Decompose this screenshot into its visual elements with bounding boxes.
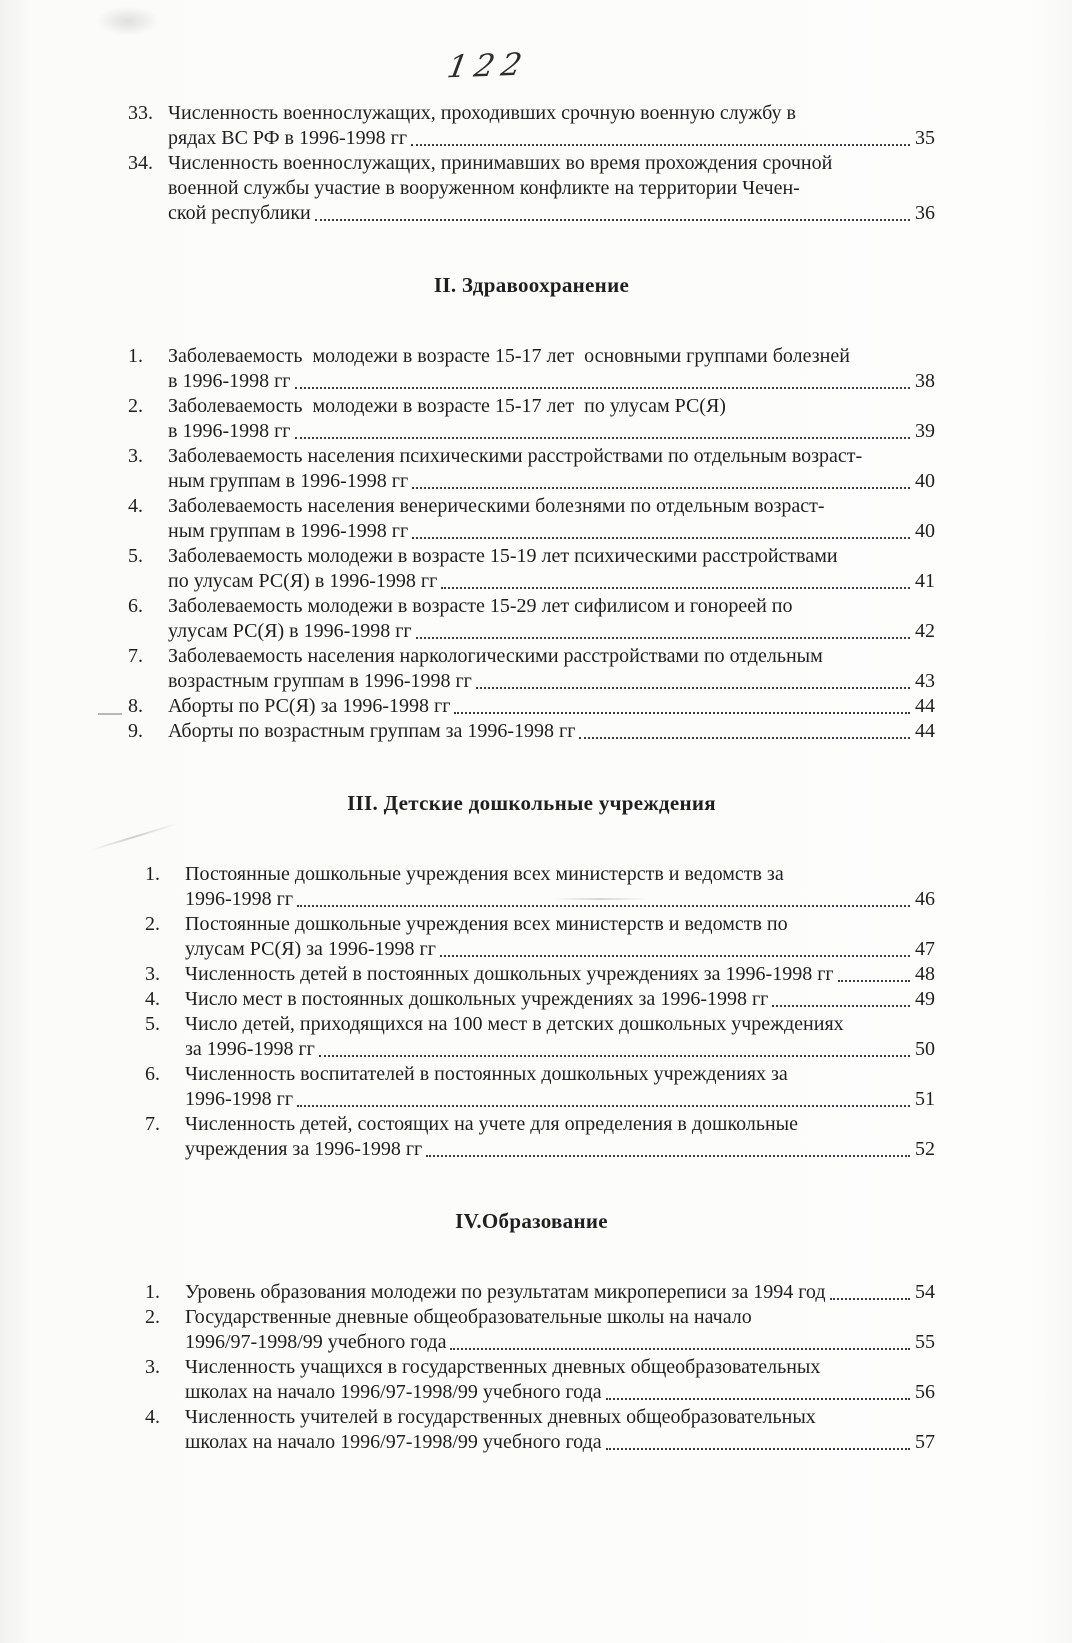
toc-entry-body — [185, 987, 935, 1012]
toc-entry — [145, 862, 935, 912]
section-items — [128, 344, 935, 744]
toc-entry-line — [185, 1355, 935, 1380]
toc-entry-number: 1. — [145, 1281, 160, 1303]
toc-entry-page-number: 36 — [915, 202, 935, 224]
toc-entry-body — [185, 1112, 935, 1162]
dot-leader — [414, 619, 912, 644]
toc-entry — [128, 494, 935, 544]
toc-entry — [145, 1280, 935, 1305]
toc-entry-body — [185, 1280, 935, 1305]
dot-leader — [424, 1137, 912, 1162]
toc-entry-text: возрастным группам в 1996-1998 гг — [168, 670, 472, 692]
toc-entry-body — [185, 1405, 935, 1455]
toc-entry-text: Постоянные дошкольные учреждения всех министерств и ведомств по — [185, 913, 788, 935]
dot-leader — [293, 369, 912, 394]
toc-entry-text: Аборты по возрастным группам за 1996-1998 гг — [168, 720, 576, 742]
toc-entry-line — [168, 444, 935, 469]
dot-leader — [828, 1280, 912, 1305]
section-items — [128, 862, 935, 1162]
toc-entry-page-number: 42 — [915, 620, 935, 642]
toc-entry-line — [185, 1280, 935, 1305]
toc-entry-number: 5. — [145, 1013, 160, 1035]
toc-entry-text: 1996/97-1998/99 учебного года — [185, 1331, 447, 1353]
toc-entry-body — [168, 544, 935, 594]
toc-entry-line — [168, 619, 935, 644]
toc-entry-line — [185, 987, 935, 1012]
toc-entry-page-number: 44 — [915, 720, 935, 742]
toc-entry-page-number: 54 — [915, 1281, 935, 1303]
toc-entry-number: 2. — [128, 395, 143, 417]
toc-entry-body — [185, 912, 935, 962]
toc-entry-line — [168, 344, 935, 369]
toc-entry-text: 1996-1998 гг — [185, 888, 294, 910]
toc-entry-body — [168, 719, 935, 744]
toc-entry-number: 4. — [145, 1406, 160, 1428]
toc-entry-body — [168, 394, 935, 444]
toc-entry-page-number: 35 — [915, 127, 935, 149]
toc-entry-body — [168, 594, 935, 644]
toc-entry-text: Аборты по РС(Я) за 1996-1998 гг — [168, 695, 451, 717]
toc-entry-text: ской республики — [168, 202, 311, 224]
toc-entry-text: школах на начало 1996/97-1998/99 учебного года — [185, 1431, 602, 1453]
toc-entry — [128, 544, 935, 594]
toc-entry-text: Уровень образования молодежи по результатам микропереписи за 1994 год — [185, 1281, 826, 1303]
toc-entry — [128, 101, 935, 151]
toc-entry-line — [168, 644, 935, 669]
toc-entry — [145, 962, 935, 987]
toc-entry-page-number: 55 — [915, 1331, 935, 1353]
dot-leader — [295, 887, 912, 912]
toc-entry-text: Численность учащихся в государственных дневных общеобразовательных — [185, 1356, 821, 1378]
dot-leader — [409, 126, 912, 151]
toc-entry-text: Заболеваемость населения психическими расстройствами по отдельным возраст- — [168, 445, 863, 467]
toc-entry-body — [168, 494, 935, 544]
toc-entry-page-number: 46 — [915, 888, 935, 910]
toc-entry — [145, 1012, 935, 1062]
toc-entry-number: 9. — [128, 720, 143, 742]
toc-entry-line — [185, 1112, 935, 1137]
toc-entry-text: в 1996-1998 гг — [168, 370, 291, 392]
toc-entry-text: военной службы участие в вооруженном конфликте на территории Чечен- — [168, 177, 800, 199]
toc-entry — [128, 394, 935, 444]
toc-entry-page-number: 39 — [915, 420, 935, 442]
dot-leader — [452, 694, 912, 719]
toc-entry-number: 6. — [145, 1063, 160, 1085]
toc-entry-text: ным группам в 1996-1998 гг — [168, 470, 409, 492]
toc-intro-entries — [128, 101, 935, 226]
toc-entry-text: Заболеваемость молодежи в возрасте 15-17 лет основными группами болезней — [168, 345, 850, 367]
toc-entry-text: Число мест в постоянных дошкольных учреждениях за 1996-1998 гг — [185, 988, 769, 1010]
dot-leader — [438, 937, 912, 962]
toc-entry — [145, 1355, 935, 1405]
toc-entry-line — [168, 394, 935, 419]
toc-entry-line — [185, 1012, 935, 1037]
toc-entry-text: улусам РС(Я) в 1996-1998 гг — [168, 620, 412, 642]
toc-entry-number: 3. — [145, 1356, 160, 1378]
toc-entry-page-number: 40 — [915, 520, 935, 542]
toc-entry-number: 34. — [128, 152, 153, 174]
toc-entry-line — [168, 176, 935, 201]
toc-entry-page-number: 52 — [915, 1138, 935, 1160]
toc-entry-text: Заболеваемость молодежи в возрасте 15-17 лет по улусам РС(Я) — [168, 395, 726, 417]
toc-entry-page-number: 51 — [915, 1088, 935, 1110]
toc-entry-text: Численность военнослужащих, проходивших срочную военную службу в — [168, 102, 796, 124]
toc-entry-page-number: 38 — [915, 370, 935, 392]
toc-entry-page-number: 50 — [915, 1038, 935, 1060]
toc-entry-number: 33. — [128, 102, 153, 124]
toc-entry-text: за 1996-1998 гг — [185, 1038, 315, 1060]
toc-entry-line — [168, 594, 935, 619]
toc-entry-text: Заболеваемость населения венерическими болезнями по отдельным возраст- — [168, 495, 825, 517]
section-heading: II. Здравоохранение — [433, 273, 630, 297]
dot-leader — [474, 669, 912, 694]
toc-entry — [128, 644, 935, 694]
toc-sections — [128, 273, 935, 1455]
toc-entry-line — [185, 1305, 935, 1330]
dot-leader — [604, 1380, 912, 1405]
toc-entry-number: 1. — [128, 345, 143, 367]
toc-entry-line — [168, 694, 935, 719]
toc-entry — [128, 344, 935, 394]
toc-entry-number: 3. — [128, 445, 143, 467]
toc-entry-body — [185, 1012, 935, 1062]
toc-entry-number: 4. — [128, 495, 143, 517]
toc-entry-text: рядах ВС РФ в 1996-1998 гг — [168, 127, 408, 149]
dot-leader — [448, 1330, 912, 1355]
toc-entry-page-number: 56 — [915, 1381, 935, 1403]
toc-entry-text: по улусам РС(Я) в 1996-1998 гг — [168, 570, 438, 592]
toc-entry-number: 6. — [128, 595, 143, 617]
toc-entry-page-number: 40 — [915, 470, 935, 492]
toc-entry-line — [185, 962, 935, 987]
toc-entry-body — [168, 644, 935, 694]
toc-entry-text: Численность детей в постоянных дошкольных учреждениях за 1996-1998 гг — [185, 963, 834, 985]
toc-entry-number: 7. — [128, 645, 143, 667]
dot-leader — [410, 469, 912, 494]
toc-entry-text: школах на начало 1996/97-1998/99 учебного года — [185, 1381, 602, 1403]
toc-entry-body — [168, 444, 935, 494]
toc-entry-line — [168, 369, 935, 394]
toc-entry — [145, 912, 935, 962]
toc-entry-line — [168, 569, 935, 594]
toc-entry-body — [168, 101, 935, 151]
dot-leader — [604, 1430, 912, 1455]
dot-leader — [577, 719, 912, 744]
toc-entry-line — [185, 912, 935, 937]
toc-entry-line — [185, 1405, 935, 1430]
toc-entry-body — [168, 151, 935, 226]
toc-entry-line — [185, 1137, 935, 1162]
toc-entry — [128, 694, 935, 719]
dot-leader — [770, 987, 912, 1012]
toc-entry-line — [185, 1330, 935, 1355]
toc-entry-text: Численность военнослужащих, принимавших во время прохождения срочной — [168, 152, 833, 174]
toc-entry — [128, 444, 935, 494]
toc-entry-page-number: 41 — [915, 570, 935, 592]
section-heading: IV.Образование — [455, 1209, 608, 1233]
toc-entry-text: в 1996-1998 гг — [168, 420, 291, 442]
toc-entry-text: улусам РС(Я) за 1996-1998 гг — [185, 938, 436, 960]
toc-entry-text: ным группам в 1996-1998 гг — [168, 520, 409, 542]
toc-entry-line — [168, 494, 935, 519]
toc-entry-line — [168, 419, 935, 444]
dot-leader — [410, 519, 912, 544]
toc-entry-page-number: 47 — [915, 938, 935, 960]
toc-entry-line — [168, 151, 935, 176]
toc-entry-text: Заболеваемость населения наркологическими расстройствами по отдельным — [168, 645, 823, 667]
dot-leader — [293, 419, 912, 444]
toc-entry-body — [168, 694, 935, 719]
toc-entry-text: Постоянные дошкольные учреждения всех министерств и ведомств за — [185, 863, 784, 885]
dot-leader — [439, 569, 912, 594]
toc-entry — [145, 1405, 935, 1455]
toc-entry — [128, 719, 935, 744]
handwritten-page-number: 122 — [444, 46, 532, 86]
toc-entry-line — [168, 469, 935, 494]
toc-entry-body — [185, 1062, 935, 1112]
toc-entry-line — [168, 544, 935, 569]
toc-entry-number: 3. — [145, 963, 160, 985]
toc-entry-line — [168, 126, 935, 151]
toc-entry — [145, 1112, 935, 1162]
toc-entry-line — [168, 669, 935, 694]
dot-leader — [295, 1087, 912, 1112]
toc-entry-line — [168, 101, 935, 126]
section-heading: III. Детские дошкольные учреждения — [347, 791, 716, 815]
toc-entry-page-number: 44 — [915, 695, 935, 717]
toc-entry-line — [185, 1037, 935, 1062]
toc-entry-line — [168, 519, 935, 544]
toc-entry-line — [185, 1087, 935, 1112]
toc-entry-number: 4. — [145, 988, 160, 1010]
toc-entry-text: учреждения за 1996-1998 гг — [185, 1138, 423, 1160]
toc-entry-line — [168, 201, 935, 226]
toc-entry-text: Государственные дневные общеобразовательные школы на начало — [185, 1306, 752, 1328]
dot-leader — [313, 201, 912, 226]
toc-entry-number: 8. — [128, 695, 143, 717]
toc-entry — [128, 594, 935, 644]
dot-leader — [836, 962, 912, 987]
toc-entry-text: Заболеваемость молодежи в возрасте 15-19 лет психическими расстройствами — [168, 545, 838, 567]
toc-entry-text: Численность воспитателей в постоянных дошкольных учреждениях за — [185, 1063, 788, 1085]
toc-entry-body — [185, 1355, 935, 1405]
toc-entry-number: 1. — [145, 863, 160, 885]
toc-entry — [145, 1305, 935, 1355]
toc-entry-text: 1996-1998 гг — [185, 1088, 294, 1110]
toc-entry-number: 7. — [145, 1113, 160, 1135]
toc-entry-body — [185, 962, 935, 987]
section-items — [128, 1280, 935, 1455]
toc-entry-body — [168, 344, 935, 394]
toc-entry — [145, 987, 935, 1012]
toc-entry-line — [185, 1062, 935, 1087]
toc-entry-line — [185, 862, 935, 887]
toc-entry-line — [185, 937, 935, 962]
toc-entry-text: Численность учителей в государственных дневных общеобразовательных — [185, 1406, 816, 1428]
toc-entry-body — [185, 862, 935, 912]
toc-entry-number: 2. — [145, 913, 160, 935]
toc-entry-text: Численность детей, состоящих на учете для определения в дошкольные — [185, 1113, 798, 1135]
toc-entry-line — [185, 887, 935, 912]
toc-entry-number: 2. — [145, 1306, 160, 1328]
toc-entry — [145, 1062, 935, 1112]
toc-entry-text: Число детей, приходящихся на 100 мест в детских дошкольных учреждениях — [185, 1013, 844, 1035]
toc-entry-page-number: 48 — [915, 963, 935, 985]
toc-entry-page-number: 57 — [915, 1431, 935, 1453]
toc-entry-page-number: 49 — [915, 988, 935, 1010]
toc-entry-page-number: 43 — [915, 670, 935, 692]
toc-entry-body — [185, 1305, 935, 1355]
toc-entry — [128, 151, 935, 226]
toc-entry-line — [168, 719, 935, 744]
toc-entry-line — [185, 1380, 935, 1405]
toc-entry-number: 5. — [128, 545, 143, 567]
toc-entry-line — [185, 1430, 935, 1455]
toc-entry-text: Заболеваемость молодежи в возрасте 15-29 лет сифилисом и гонореей по — [168, 595, 793, 617]
dot-leader — [317, 1037, 912, 1062]
